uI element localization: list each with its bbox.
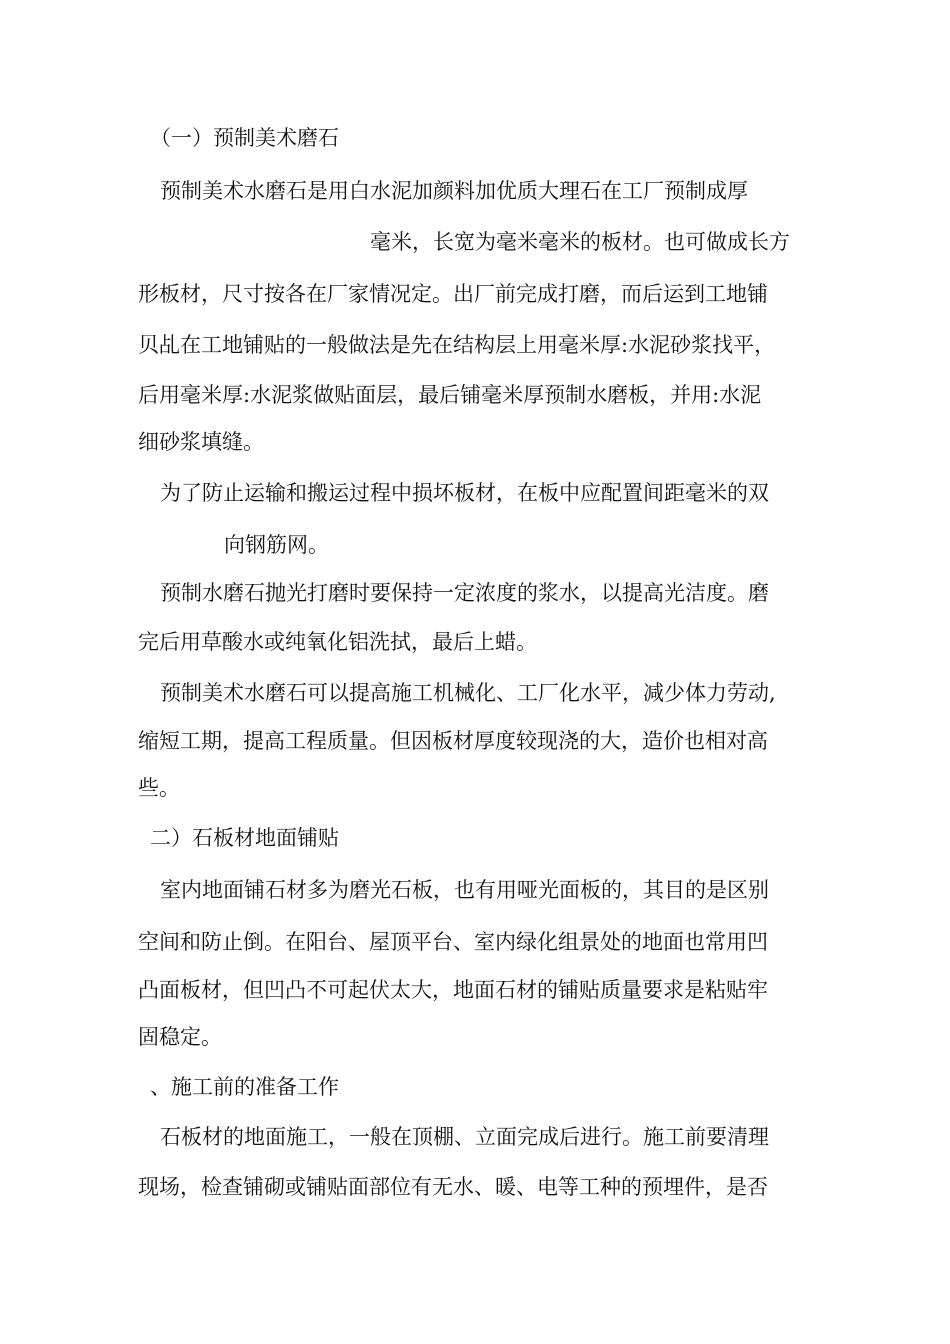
section-heading-1: （一）预制美术磨石 [150, 126, 339, 150]
section-heading-2: 二）石板材地面铺贴 [150, 826, 339, 850]
paragraph-line: 现场，检查铺砌或铺贴面部位有无水、暖、电等工种的预埋件，是否 [138, 1175, 768, 1199]
paragraph-line: 形板材，尺寸按各在厂家情况定。出厂前完成打磨，而后运到工地铺 [138, 282, 768, 306]
paragraph-line: 凸面板材，但凹凸不可起伏太大，地面石材的铺贴质量要求是粘贴牢 [138, 978, 768, 1002]
paragraph-line: 石板材的地面施工，一般在顶棚、立面完成后进行。施工前要清理 [160, 1125, 769, 1149]
paragraph-line: 毫米，长宽为毫米毫米的板材。也可做成长方 [370, 230, 790, 254]
paragraph-line: 空间和防止倒。在阳台、屋顶平台、室内绿化组景处的地面也常用凹 [138, 930, 768, 954]
paragraph-line: 些。 [138, 776, 180, 800]
paragraph-line: 向钢筋网。 [224, 533, 329, 557]
paragraph-line: 为了防止运输和搬运过程中损坏板材，在板中应配置间距毫米的双 [160, 481, 769, 505]
section-heading-3: 、施工前的准备工作 [150, 1075, 339, 1099]
paragraph-line: 预制水磨石抛光打磨时要保持一定浓度的浆水，以提高光洁度。磨 [160, 581, 769, 605]
paragraph-line: 细砂浆填缝。 [138, 430, 264, 454]
paragraph-line: 缩短工期，提高工程质量。但因板材厚度较现浇的大，造价也相对高 [138, 729, 768, 753]
paragraph-line: 预制美术水磨石是用白水泥加颜料加优质大理石在工厂预制成厚 [160, 179, 748, 203]
paragraph-line: 预制美术水磨石可以提高施工机械化、工厂化水平，减少体力劳动, [160, 681, 776, 705]
paragraph-line: 后用毫米厚:水泥浆做贴面层，最后铺毫米厚预制水磨板，并用:水泥 [138, 383, 762, 407]
paragraph-line: 室内地面铺石材多为磨光石板，也有用哑光面板的，其目的是区别 [160, 878, 769, 902]
paragraph-line: 完后用草酸水或纯氧化铝洗拭，最后上蜡。 [138, 630, 537, 654]
paragraph-line: 固稳定。 [138, 1025, 222, 1049]
paragraph-line: 贝乩在工地铺贴的一般做法是先在结构层上用毫米厚:水泥砂浆找平， [138, 333, 776, 357]
